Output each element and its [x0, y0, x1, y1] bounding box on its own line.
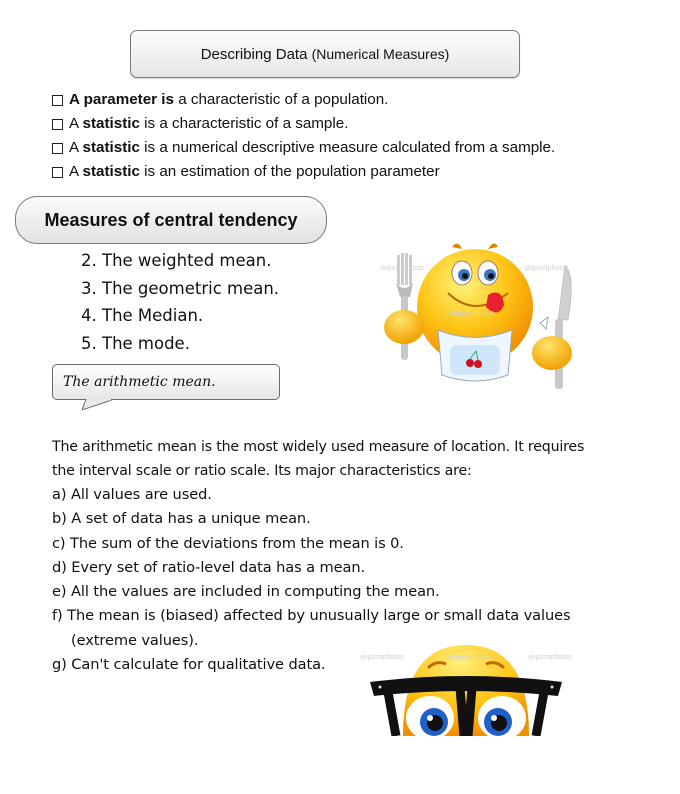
definition-text: a characteristic of a population.: [173, 91, 389, 108]
definition-item: [52, 160, 555, 184]
definition-text: is a numerical descriptive measure calculated from a sample.: [139, 139, 556, 156]
definition-bold: statistic: [82, 163, 140, 180]
characteristic-item: b) A set of data has a unique mean.: [52, 510, 311, 528]
definitions-list: [52, 88, 555, 184]
callout-label: The arithmetic mean.: [63, 374, 216, 390]
definition-pre: A: [69, 115, 83, 132]
definition-text: is an estimation of the population parameter: [139, 163, 440, 180]
definition-bold: A parameter is: [69, 91, 174, 108]
definition-item: [52, 112, 555, 136]
central-tendency-heading: Measures of central tendency: [15, 196, 327, 244]
characteristic-item: d) Every set of ratio-level data has a mean.: [52, 558, 366, 576]
title-box: [130, 30, 520, 78]
arithmetic-mean-callout: [52, 364, 280, 400]
checkbox-icon: [52, 95, 63, 106]
arithmetic-mean-paragraph: [52, 436, 632, 483]
watermark-text: depositphotos: [360, 654, 404, 661]
watermark-text: depositphotos: [380, 265, 424, 272]
definition-item: [52, 88, 555, 112]
characteristic-item: c) The sum of the deviations from the mean is 0.: [52, 534, 404, 552]
characteristic-item: a) All values are used.: [52, 486, 212, 503]
characteristic-item: e) All the values are included in computing the mean.: [52, 583, 440, 601]
definition-pre: A: [69, 139, 83, 156]
characteristic-item-continuation: (extreme values).: [71, 631, 199, 649]
watermark-text: depositphotos: [450, 310, 494, 317]
paragraph-line: the interval scale or ratio scale. Its major characteristics are:: [52, 462, 472, 479]
central-tendency-list: [81, 247, 279, 357]
checkbox-icon: [52, 143, 63, 154]
checkbox-icon: [52, 119, 63, 130]
definition-bold: statistic: [82, 115, 140, 132]
characteristic-item: g) Can't calculate for qualitative data.: [52, 656, 326, 674]
title-main: Describing Data: [200, 45, 308, 63]
list-item: 4. The Median.: [81, 306, 204, 325]
checkbox-icon: [52, 167, 63, 178]
callout-tail-icon: [82, 399, 122, 413]
glasses-emoji-image: [360, 640, 572, 736]
watermark-text: depositphotos: [448, 654, 492, 661]
definition-pre: A: [69, 163, 83, 180]
list-item: 3. The geometric mean.: [81, 278, 280, 298]
list-item: 5. The mode.: [81, 333, 190, 353]
paragraph-line: The arithmetic mean is the most widely used measure of location. It requires: [52, 439, 585, 455]
characteristic-item: f) The mean is (biased) affected by unusually large or small data values: [52, 607, 571, 625]
definition-item: [52, 136, 555, 160]
hungry-emoji-image: [370, 235, 585, 395]
definition-text: is a characteristic of a sample.: [139, 115, 349, 132]
list-item: 2. The weighted mean.: [81, 251, 272, 270]
watermark-text: depositphotos: [528, 654, 572, 661]
title-sub: (Numerical Measures): [311, 46, 450, 62]
watermark-text: depositphotos: [525, 265, 569, 272]
definition-bold: statistic: [82, 139, 140, 156]
